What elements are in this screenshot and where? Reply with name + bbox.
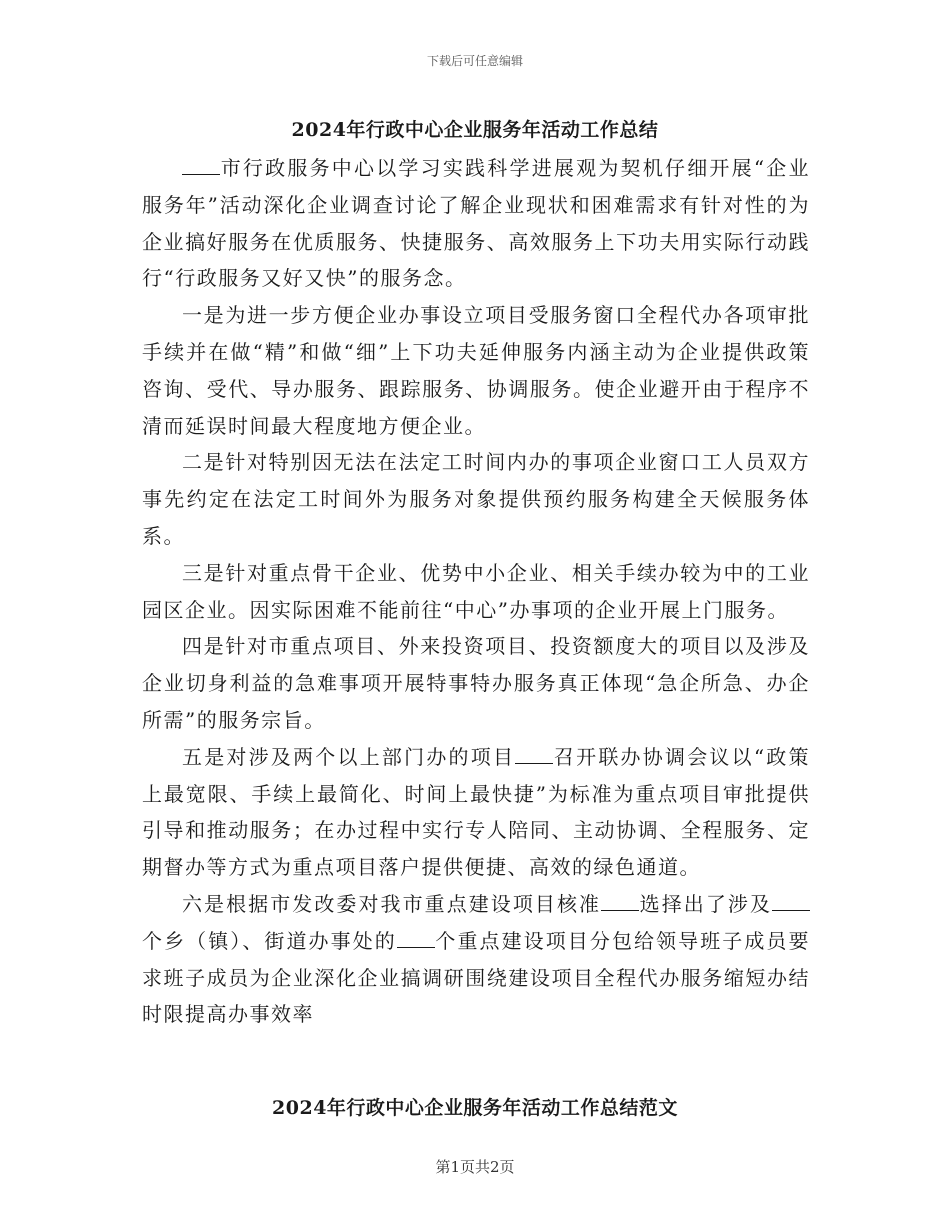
next-section-title: 2024年行政中心企业服务年活动工作总结范文: [272, 1097, 678, 1119]
document-body: [142, 150, 810, 1033]
paragraph-text: 五是对涉及两个以上部门办的项目: [182, 744, 516, 769]
paragraph-text: 个乡（镇）、街道办事处的: [142, 928, 397, 953]
paragraph-text: 市行政服务中心以学习实践科学进展观为契机仔细开展“企业服务年”活动深化企业调查讨论了解企业现状和困难需求有针对性的为企业搞好服务在优质服务、快捷服务、高效服务上下功夫用实际行动践行“行政服务又好又快”的服务念。: [142, 156, 810, 291]
paragraph-intro: [142, 150, 810, 297]
paragraph-item-5: [142, 739, 810, 886]
fill-blank: [182, 156, 220, 175]
paragraph-text: 召开联办协调会议以“政策上最宽限、手续上最简化、时间上最快捷”为标准为重点项目审批提供引导和推动服务；在办过程中实行专人陪同、主动协调、全程服务、定期督办等方式为重点项目落户提供便捷、高效的绿色通道。: [142, 744, 810, 880]
paragraph-text: 六是根据市发改委对我市重点建设项目核准: [182, 891, 602, 916]
paragraph-item-3: 三是针对重点骨干企业、优势中小企业、相关手续办较为中的工业园区企业。因实际困难不能前往“中心”办事项的企业开展上门服务。: [142, 560, 810, 622]
paragraph-text: 选择出了涉及: [639, 891, 773, 916]
paragraph-text: 个重点建设项目分包给领导班子成员要求班子成员为企业深化企业搞调研围绕建设项目全程代办服务缩短办结时限提高办事效率: [142, 928, 811, 1027]
paragraph-item-1: 一是为进一步方便企业办事设立项目受服务窗口全程代办各项审批手续并在做“精”和做“细”上下功夫延伸服务内涵主动为企业提供政策咨询、受代、导办服务、跟踪服务、协调服务。使企业避开由于程序不清而延误时间最大程度地方便企业。: [142, 303, 810, 438]
paragraph-item-2: 二是针对特别因无法在法定工时间内办的事项企业窗口工人员双方事先约定在法定工时间外为服务对象提供预约服务构建全天候服务体系。: [142, 450, 810, 548]
page-number: 第1页共2页: [435, 1158, 515, 1176]
fill-blank: [397, 929, 435, 948]
paragraph-item-6: [142, 886, 810, 1033]
fill-blank: [601, 892, 639, 911]
paragraph-item-4: 四是针对市重点项目、外来投资项目、投资额度大的项目以及涉及企业切身利益的急难事项开展特事特办服务真正体现“急企所急、办企所需”的服务宗旨。: [142, 634, 810, 732]
page-header-note: 下载后可任意编辑: [426, 54, 523, 68]
document-title: 2024年行政中心企业服务年活动工作总结: [291, 119, 659, 141]
fill-blank: [515, 745, 553, 764]
fill-blank: [772, 892, 810, 911]
